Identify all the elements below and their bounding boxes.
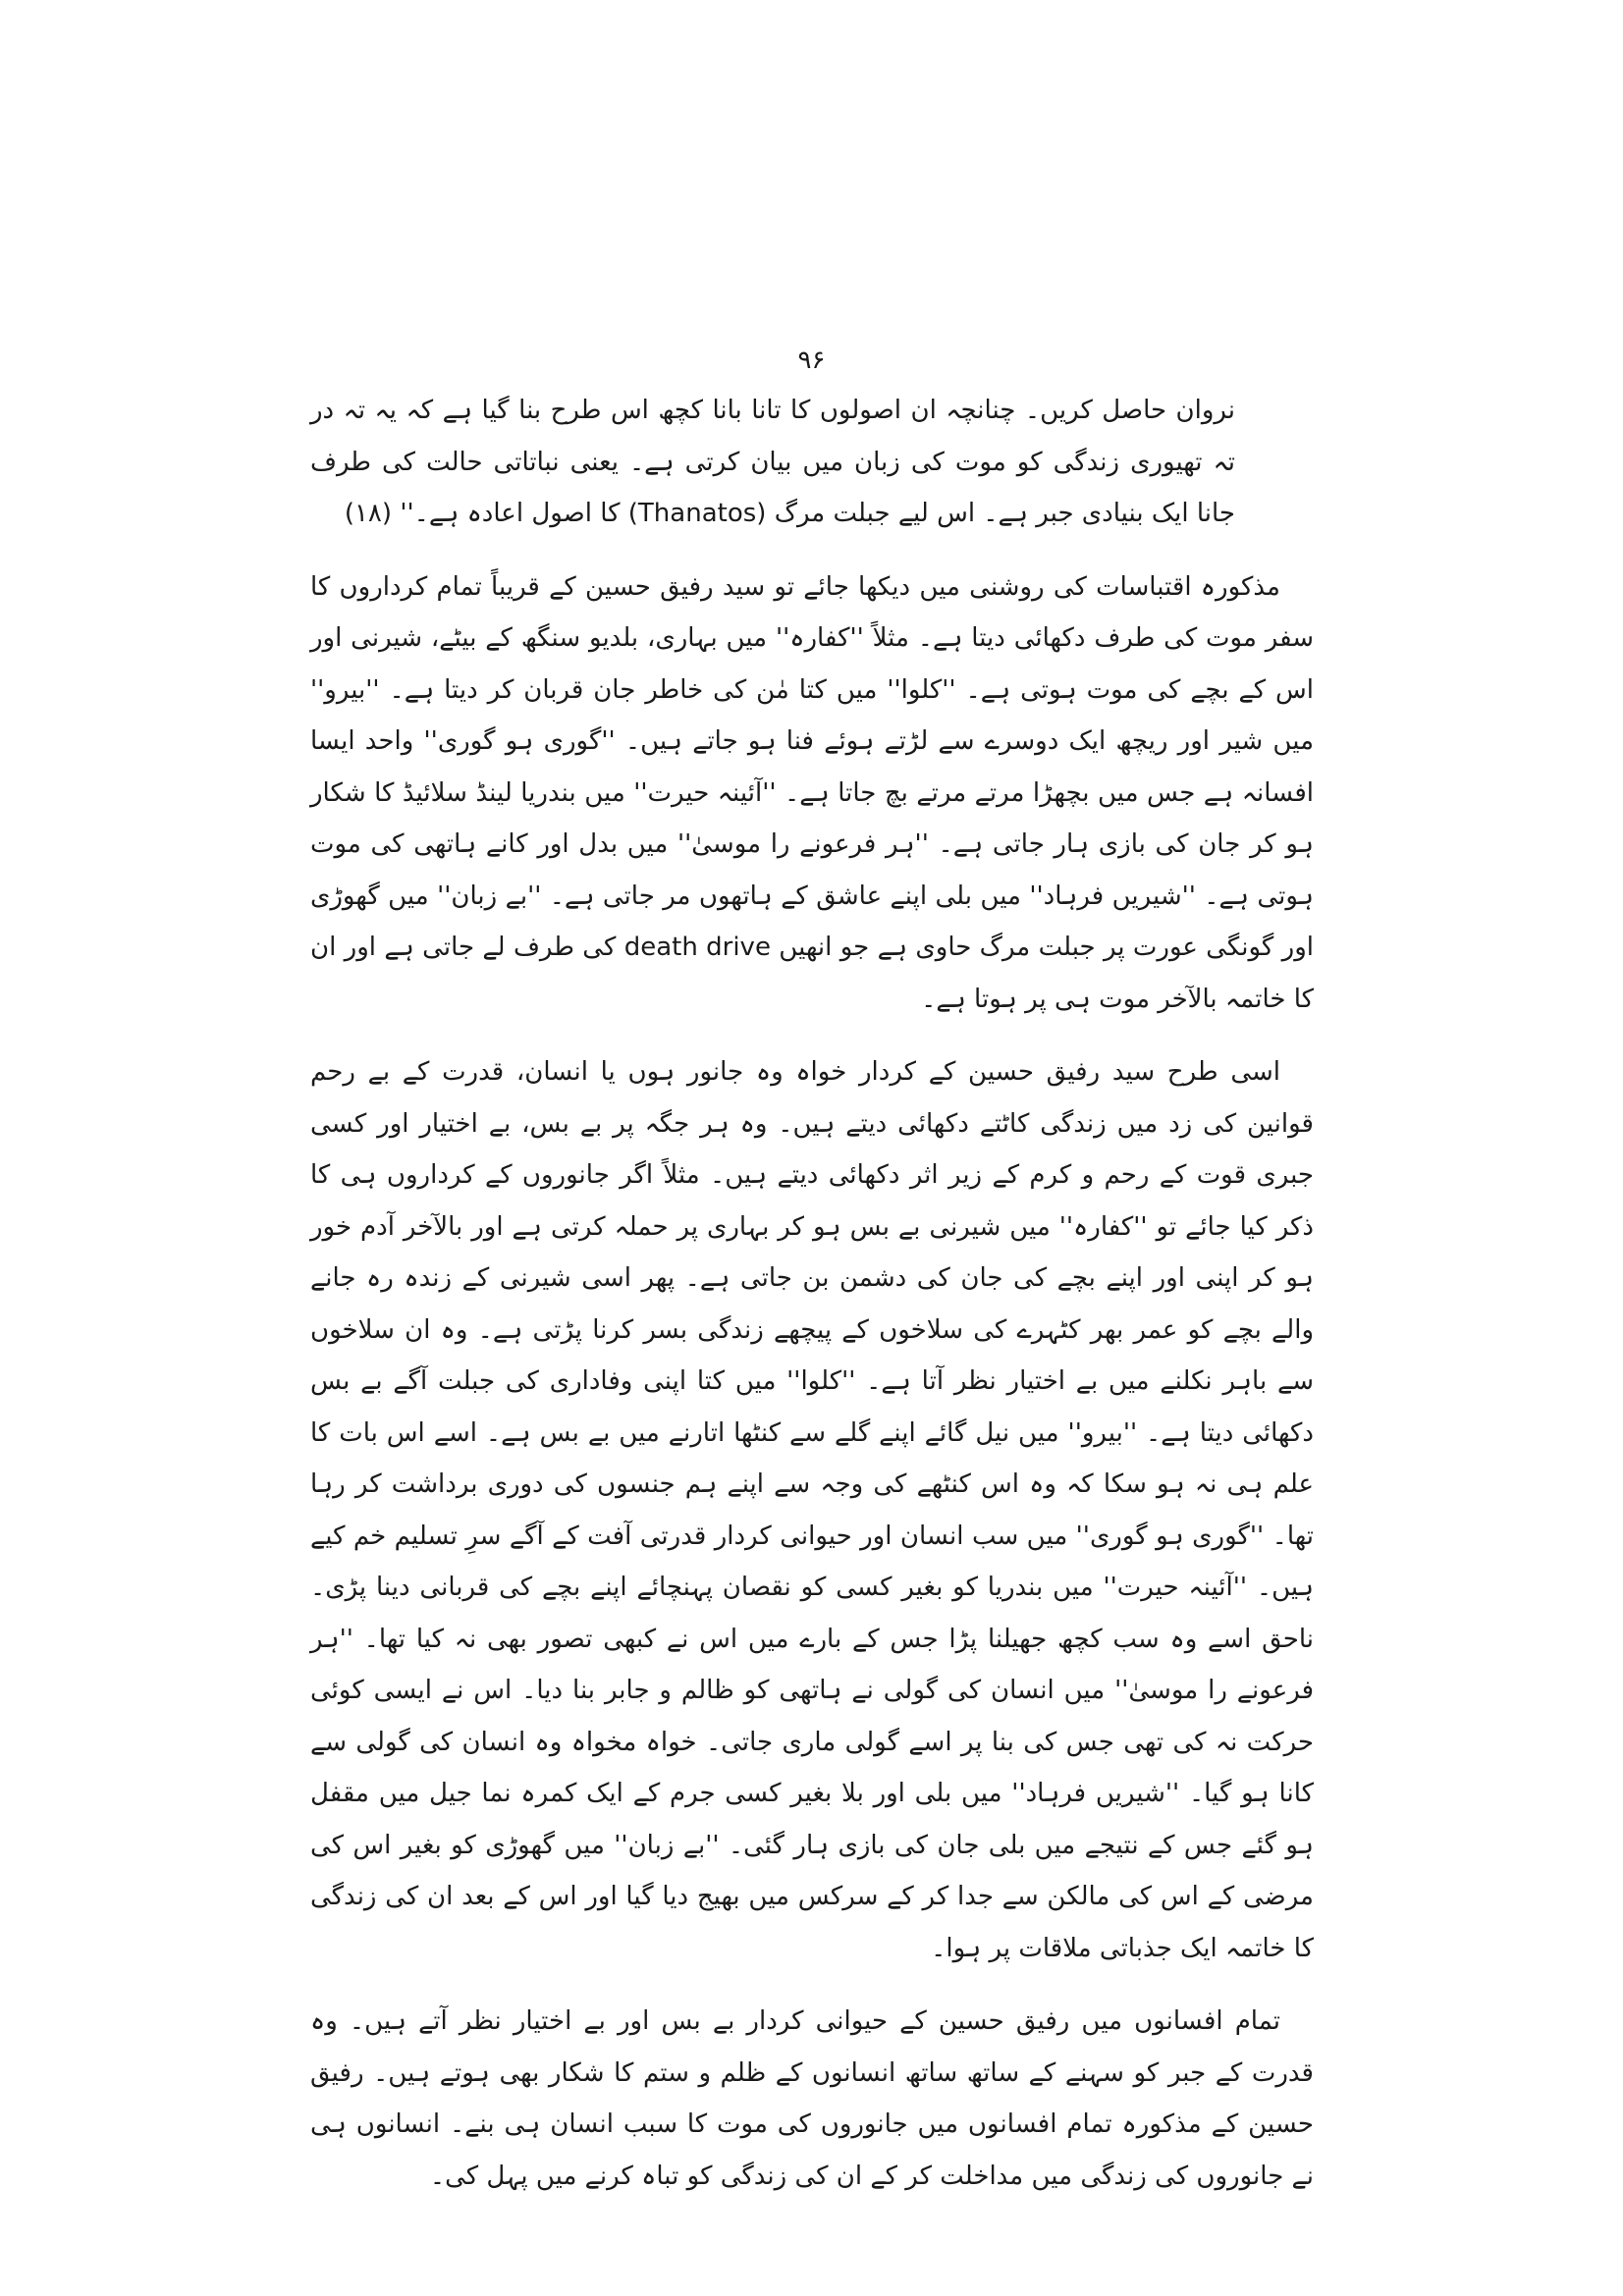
paragraph-1: مذکورہ اقتباسات کی روشنی میں دیکھا جائے تو سید رفیق حسین کے قریباً تمام کرداروں کا سفر موت کی طرف دکھائی دیتا ہے۔ مثلاً ''کفارہ'' میں بہاری، بلدیو سنگھ کے بیٹے، شیرنی اور اس کے بچے کی موت ہوتی ہے۔ ''کلوا'' میں کتا مٰن کی خاطر جان قربان کر دیتا ہے۔ ''بیرو'' میں شیر اور ریچھ ایک دوسرے سے لڑتے ہوئے فنا ہو جاتے ہیں۔ ''گوری ہو گوری'' واحد ایسا افسانہ ہے جس میں بچھڑا مرتے مرتے بچ جاتا ہے۔ ''آئینہ حیرت'' میں بندریا لینڈ سلائیڈ کا شکار ہو کر جان کی بازی ہار جاتی ہے۔ ''ہر فرعونے را موسیٰ'' میں بدل اور کانے ہاتھی کی موت ہوتی ہے۔ ''شیریں فرہاد'' میں بلی اپنے عاشق کے ہاتھوں مر جاتی ہے۔ ''بے زبان'' میں گھوڑی اور گونگی عورت پر جبلت مرگ حاوی ہے جو انھیں death drive کی طرف لے جاتی ہے اور ان کا خاتمہ بالآخر موت ہی پر ہوتا ہے۔ — [310, 571, 1314, 1014]
paragraph-3: تمام افسانوں میں رفیق حسین کے حیوانی کردار بے بس اور بے اختیار نظر آتے ہیں۔ وہ قدرت کے جبر کو سہنے کے ساتھ ساتھ انسانوں کے ظلم و ستم کا شکار بھی ہوتے ہیں۔ رفیق حسین کے مذکورہ تمام افسانوں میں جانوروں کی موت کا سبب انسان ہی بنے۔ انسانوں ہی نے جانوروں کی زندگی میں مداخلت کر کے ان کی زندگی کو تباہ کرنے میں پہل کی۔ — [310, 2006, 1314, 2191]
page-number: ۹۶ — [797, 346, 826, 375]
block-quote: نروان حاصل کریں۔ چنانچہ ان اصولوں کا تانا بانا کچھ اس طرح بنا گیا ہے کہ یہ تہ در تہ تھیوری زندگی کو موت کی زبان میں بیان کرتی ہے۔ یعنی نباتاتی حالت کی طرف جانا ایک بنیادی جبر ہے۔ اس لیے جبلت مرگ (Thanatos) کا اصول اعادہ ہے۔'' (۱۸) — [310, 396, 1235, 528]
page-body — [310, 385, 1314, 2202]
paragraph-2: اسی طرح سید رفیق حسین کے کردار خواہ وہ جانور ہوں یا انسان، قدرت کے بے رحم قوانین کی زد میں زندگی کاٹتے دکھائی دیتے ہیں۔ وہ ہر جگہ پر بے بس، بے اختیار اور کسی جبری قوت کے رحم و کرم کے زیر اثر دکھائی دیتے ہیں۔ مثلاً اگر جانوروں کے کرداروں ہی کا ذکر کیا جائے تو ''کفارہ'' میں شیرنی بے بس ہو کر بہاری پر حملہ کرتی ہے اور بالآخر آدم خور ہو کر اپنی اور اپنے بچے کی جان کی دشمن بن جاتی ہے۔ پھر اسی شیرنی کے زندہ رہ جانے والے بچے کو عمر بھر کٹہرے کی سلاخوں کے پیچھے زندگی بسر کرنا پڑتی ہے۔ وہ ان سلاخوں سے باہر نکلنے میں بے اختیار نظر آتا ہے۔ ''کلوا'' میں کتا اپنی وفاداری کی جبلت آگے بے بس دکھائی دیتا ہے۔ ''بیرو'' میں نیل گائے اپنے گلے سے کنٹھا اتارنے میں بے بس ہے۔ اسے اس بات کا علم ہی نہ ہو سکا کہ وہ اس کنٹھے کی وجہ سے اپنے ہم جنسوں کی دوری برداشت کر رہا تھا۔ ''گوری ہو گوری'' میں سب انسان اور حیوانی کردار قدرتی آفت کے آگے سرِ تسلیم خم کیے ہیں۔ ''آئینہ حیرت'' میں بندریا کو بغیر کسی کو نقصان پہنچائے اپنے بچے کی قربانی دینا پڑی۔ ناحق اسے وہ سب کچھ جھیلنا پڑا جس کے بارے میں اس نے کبھی تصور بھی نہ کیا تھا۔ ''ہر فرعونے را موسیٰ'' میں انسان کی گولی نے ہاتھی کو ظالم و جابر بنا دیا۔ اس نے ایسی کوئی حرکت نہ کی تھی جس کی بنا پر اسے گولی ماری جاتی۔ خواہ مخواہ وہ انسان کی گولی سے کانا ہو گیا۔ ''شیریں فرہاد'' میں بلی اور بلا بغیر کسی جرم کے ایک کمرہ نما جیل میں مقفل ہو گئے جس کے نتیجے میں بلی جان کی بازی ہار گئی۔ ''بے زبان'' میں گھوڑی کو بغیر اس کی مرضی کے اس کی مالکن سے جدا کر کے سرکس میں بھیج دیا گیا اور اس کے بعد ان کی زندگی کا خاتمہ ایک جذباتی ملاقات پر ہوا۔ — [310, 1057, 1314, 1963]
